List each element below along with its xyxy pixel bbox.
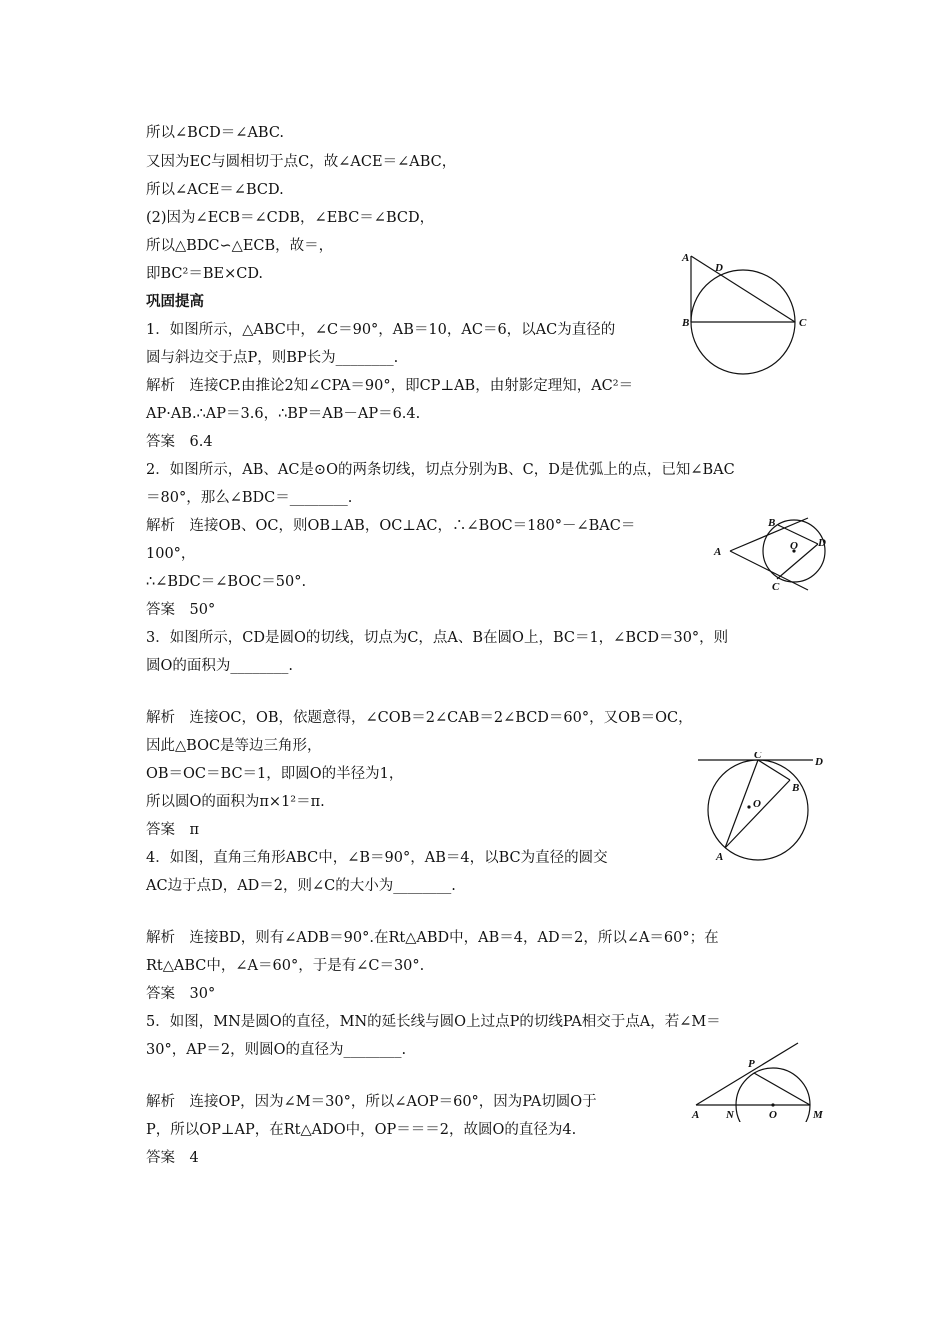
problem-5-question: 30°，AP＝2，则圆O的直径为________. — [146, 1042, 407, 1058]
figure-label: O — [790, 540, 798, 552]
figure-label: D — [715, 262, 723, 274]
problem-2-answer: 答案 50° — [146, 602, 216, 618]
problem-2-solution: ∴∠BDC＝∠BOC＝50°. — [146, 574, 307, 590]
problem-4-question: 4．如图，直角三角形ABC中，∠B＝90°，AB＝4，以BC为直径的圆交 — [146, 850, 608, 866]
text-line: 所以∠ACE＝∠BCD. — [146, 182, 284, 198]
problem-3-solution: 解析 连接OC，OB，依题意得，∠COB＝2∠CAB＝2∠BCD＝60°，又OB＝OC， — [146, 710, 693, 726]
figure-label: B — [768, 517, 776, 529]
figure-label: D — [818, 537, 826, 549]
text-line: 所以∠BCD＝∠ABC. — [146, 125, 285, 141]
figure-label: C — [754, 752, 762, 761]
figure-label: C — [772, 581, 780, 593]
problem-3-solution: OB＝OC＝BC＝1，即圆O的半径为1， — [146, 766, 404, 782]
problem-4-question: AC边于点D，AD＝2，则∠C的大小为________. — [146, 878, 456, 894]
problem-4-solution: 解析 连接BD，则有∠ADB＝90°.在Rt△ABD中，AB＝4，AD＝2，所以∠A＝60°；在 — [146, 930, 719, 946]
figure-label: B — [792, 782, 800, 794]
text-line: 即BC²＝BE×CD. — [146, 266, 264, 282]
problem-1-question: 1．如图所示，△ABC中，∠C＝90°，AB＝10，AC＝6，以AC为直径的 — [146, 322, 616, 338]
figure-label: N — [726, 1109, 734, 1121]
text-line: 又因为EC与圆相切于点C，故∠ACE＝∠ABC， — [146, 154, 457, 170]
figure-label: O — [769, 1109, 777, 1121]
problem-1-answer: 答案 6.4 — [146, 434, 213, 450]
problem-4-answer: 答案 30° — [146, 986, 216, 1002]
figure-label: P — [748, 1058, 755, 1070]
figure-label: A — [682, 252, 690, 264]
figure-label: B — [682, 317, 690, 329]
figure-label: O — [753, 798, 761, 810]
problem-3-solution: 所以圆O的面积为π×1²＝π. — [146, 794, 325, 810]
problem-5-solution: P，所以OP⊥AP，在Rt△ADO中，OP＝＝＝2，故圆O的直径为4. — [146, 1122, 577, 1138]
figure-label: C — [799, 317, 807, 329]
problem-2-question: ＝80°，那么∠BDC＝________. — [146, 490, 353, 506]
problem-5-solution: 解析 连接OP，因为∠M＝30°，所以∠AOP＝60°，因为PA切圆O于 — [146, 1094, 597, 1110]
problem-3-answer: 答案 π — [146, 822, 200, 838]
figure-2-diagram — [708, 514, 838, 596]
text-line: 所以△BDC∽△ECB，故＝， — [146, 238, 334, 254]
figure-label: D — [815, 756, 823, 768]
figure-label: A — [692, 1109, 700, 1121]
problem-5-answer: 答案 4 — [146, 1150, 199, 1166]
problem-1-solution: 解析 连接CP.由推论2知∠CPA＝90°，即CP⊥AB，由射影定理知，AC²＝ — [146, 378, 634, 394]
figure-1-diagram — [678, 250, 813, 375]
problem-3-question: 3．如图所示，CD是圆O的切线，切点为C，点A、B在圆O上，BC＝1，∠BCD＝30°，则 — [146, 630, 729, 646]
figure-5-diagram — [688, 1040, 828, 1122]
problem-2-solution: 解析 连接OB、OC，则OB⊥AB，OC⊥AC，∴∠BOC＝180°－∠BAC＝ — [146, 518, 636, 534]
section-title: 巩固提高 — [146, 294, 204, 310]
figure-3-diagram — [696, 752, 836, 867]
figure-label: M — [813, 1109, 823, 1121]
problem-5-question: 5．如图，MN是圆O的直径，MN的延长线与圆O上过点P的切线PA相交于点A，若∠M＝ — [146, 1014, 721, 1030]
problem-2-solution: 100°， — [146, 546, 196, 562]
problem-1-question: 圆与斜边交于点P，则BP长为________. — [146, 350, 399, 366]
problem-3-question: 圆O的面积为________. — [146, 658, 293, 674]
problem-4-solution: Rt△ABC中，∠A＝60°，于是有∠C＝30°. — [146, 958, 425, 974]
figure-label: A — [716, 851, 724, 863]
text-line: (2)因为∠ECB＝∠CDB，∠EBC＝∠BCD， — [146, 210, 435, 226]
figure-label: A — [714, 546, 722, 558]
problem-3-solution: 因此△BOC是等边三角形， — [146, 738, 322, 754]
problem-1-solution: AP·AB.∴AP＝3.6，∴BP＝AB－AP＝6.4. — [146, 406, 421, 422]
problem-2-question: 2．如图所示，AB、AC是⊙O的两条切线，切点分别为B、C，D是优弧上的点，已知∠BAC — [146, 462, 735, 478]
